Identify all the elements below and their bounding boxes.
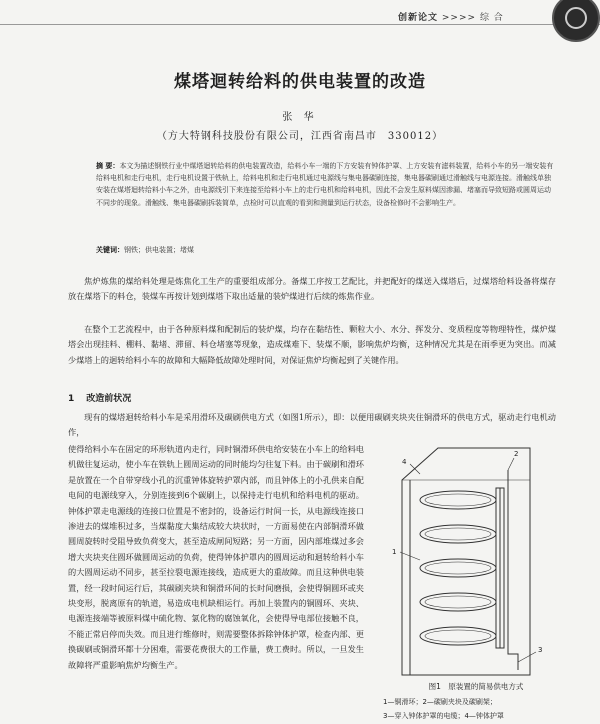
figure-label-4: 4	[402, 458, 407, 466]
body-paragraph-1	[68, 274, 556, 305]
header-rule	[0, 24, 600, 25]
section-paragraph-body	[68, 442, 364, 673]
leader-line-2	[508, 458, 514, 470]
figure-label-3: 3	[538, 646, 543, 654]
journal-emblem-icon	[552, 0, 600, 42]
abstract	[96, 160, 556, 209]
abstract-label: 摘 要：	[96, 162, 120, 170]
section-paragraph-lead	[68, 410, 556, 441]
abstract-text: 本文为描述钢铁行业中煤塔迴转给料的供电装置改造，给料小车一端的下方安装有钟体护罩、上方安装有滤料装置，给料小车的另一端安装有给料电机和走行电机，走行电机设置于铁轨上，给料电机和走行电机通过电源线与集电器碳刷连接，集电器碳刷通过滑触线与电源连接。滑触线单独安装在煤塔迴转给料小车之外，由电源线引下来连接至给料小车上的走行电机和给料电机，因此不会发生原料煤因渗漏、堵塞而导致短路或圆周运动不同步的现象。滑触线、集电器碳刷拆装简单，点检时可以直观的看到和测量到运行状态，设备检修时不会影响生产。	[96, 162, 554, 207]
author-name: 张 华	[282, 112, 318, 123]
running-header	[398, 10, 504, 23]
section-paragraph-body-text: 使得给料小车在固定的环形轨道内走行，同时铜滑环供电给安装在小车上的给料电机做往复运动，使小车在铁轨上圆周运动的同时能均匀往复下料。由于碳刷和滑环是放置在一个自带穿线小孔的沉重钟体旋转护罩内部，而且钟体上的小孔供来自配电间的电源线穿入，分别连接到6个碳刷上，以保持走行电机和给料电机的驱动。钟体护罩走电源线的连接口位置是不密封的，设备运行时间一长，从电源线连接口渗进去的煤堆积过多，当煤黏度大集结成较大块状时，一方面易使在内部铜滑环做圆周旋转时受阻导致负荷变大，甚至造成闸间短路；另一方面，因内部堆煤过多会增大夹块夹住圆环做圆周运动的负荷，使得钟体护罩内的圆周运动和迴转给料小车的大圆周运动不同步，甚至拉裂电源连接线，造成更大的重故障。而且这种供电装置，经一段时间运行后，其碳刷夹块和铜滑环间的长时间磨损，会使得铜圆环或夹块变形，脱离原有的轨道，易造成电机缺相运行。再加上装置内的铜圆环、夹块、电源连接端等被原料煤中硫化物、氯化物的腐蚀氧化，会使得导电部位接触不良，不能正常启停而失效。而且进行维修时，则需要整体拆除钟体护罩，检查内部、更换碳刷或铜滑环都十分困难，需要花费很大的工作量，费工费时。所以，一旦发生故障将严重影响焦炉均衡生产。	[68, 444, 364, 670]
slip-ring	[425, 596, 491, 608]
slip-ring	[425, 630, 491, 642]
paragraph-2-text: 在整个工艺流程中，由于各种原料煤和配制后的装炉煤，均存在黏结性、颗粒大小、水分、挥发分、变质程度等物理特性，煤炉煤塔会出现挂料、棚料、黏堵、滞留、料仓堵塞等现象，造成煤难下、装煤不顺，影响焦炉均衡，这种情况尤其是在雨季更为突出。而减少煤塔上的迴转给料小车的故障和大幅降低故障处理时间，对保证焦炉均衡起到了关键作用。	[68, 324, 556, 365]
article-title: 煤塔迴转给料的供电装置的改造	[174, 72, 426, 92]
slip-rings	[420, 491, 496, 645]
keywords-label: 关键词：	[96, 246, 124, 254]
slip-ring	[425, 562, 491, 574]
paragraph-1-text: 焦炉炼焦的煤给料处理是炼焦化工生产的重要组成部分。备煤工序按工艺配比，并把配好的煤送入煤塔后，过煤塔给料设备将煤存放在煤塔下的料仓，装煤车再按计划到煤塔下取出适量的装炉煤进行后续的炼焦作业。	[68, 276, 556, 302]
bell-cover-outline	[402, 448, 530, 675]
section-heading	[68, 391, 143, 404]
figure-caption-title: 图1 原装置的简易供电方式	[428, 682, 524, 691]
section-paragraph-lead-text: 现有的煤塔迴转给料小车是采用滑环及碳刷供电方式（如图1所示），即：以便用碳刷夹块夹住铜滑环的供电方式，驱动走行电机动作，	[68, 412, 556, 438]
section-title: 改造前状况	[86, 394, 132, 404]
leader-line-3	[518, 652, 536, 662]
slip-ring	[425, 528, 491, 540]
slip-ring	[425, 494, 491, 506]
figure-label-2: 2	[514, 450, 519, 458]
section-tag: 创新论文	[398, 13, 439, 23]
figure-caption-line-1: 1—铜滑环；2—碳刷夹块及碳刷架；	[383, 698, 497, 706]
body-paragraph-2	[68, 322, 556, 368]
figure-label-1: 1	[392, 548, 397, 556]
keywords-text: 钢铁；供电装置；堵煤	[124, 246, 194, 254]
figure-1-diagram	[380, 440, 560, 720]
figure-caption-line-2: 3—穿入钟体护罩的电缆；4—钟体护罩	[383, 712, 504, 720]
author-affiliation: （方大特钢科技股份有限公司，江西省南昌市 330012）	[156, 131, 444, 142]
keywords	[96, 245, 194, 255]
header-arrows: >>>>	[441, 13, 477, 23]
cable	[508, 470, 518, 670]
header-category: 综 合	[479, 13, 504, 23]
section-number: 1	[68, 394, 75, 404]
